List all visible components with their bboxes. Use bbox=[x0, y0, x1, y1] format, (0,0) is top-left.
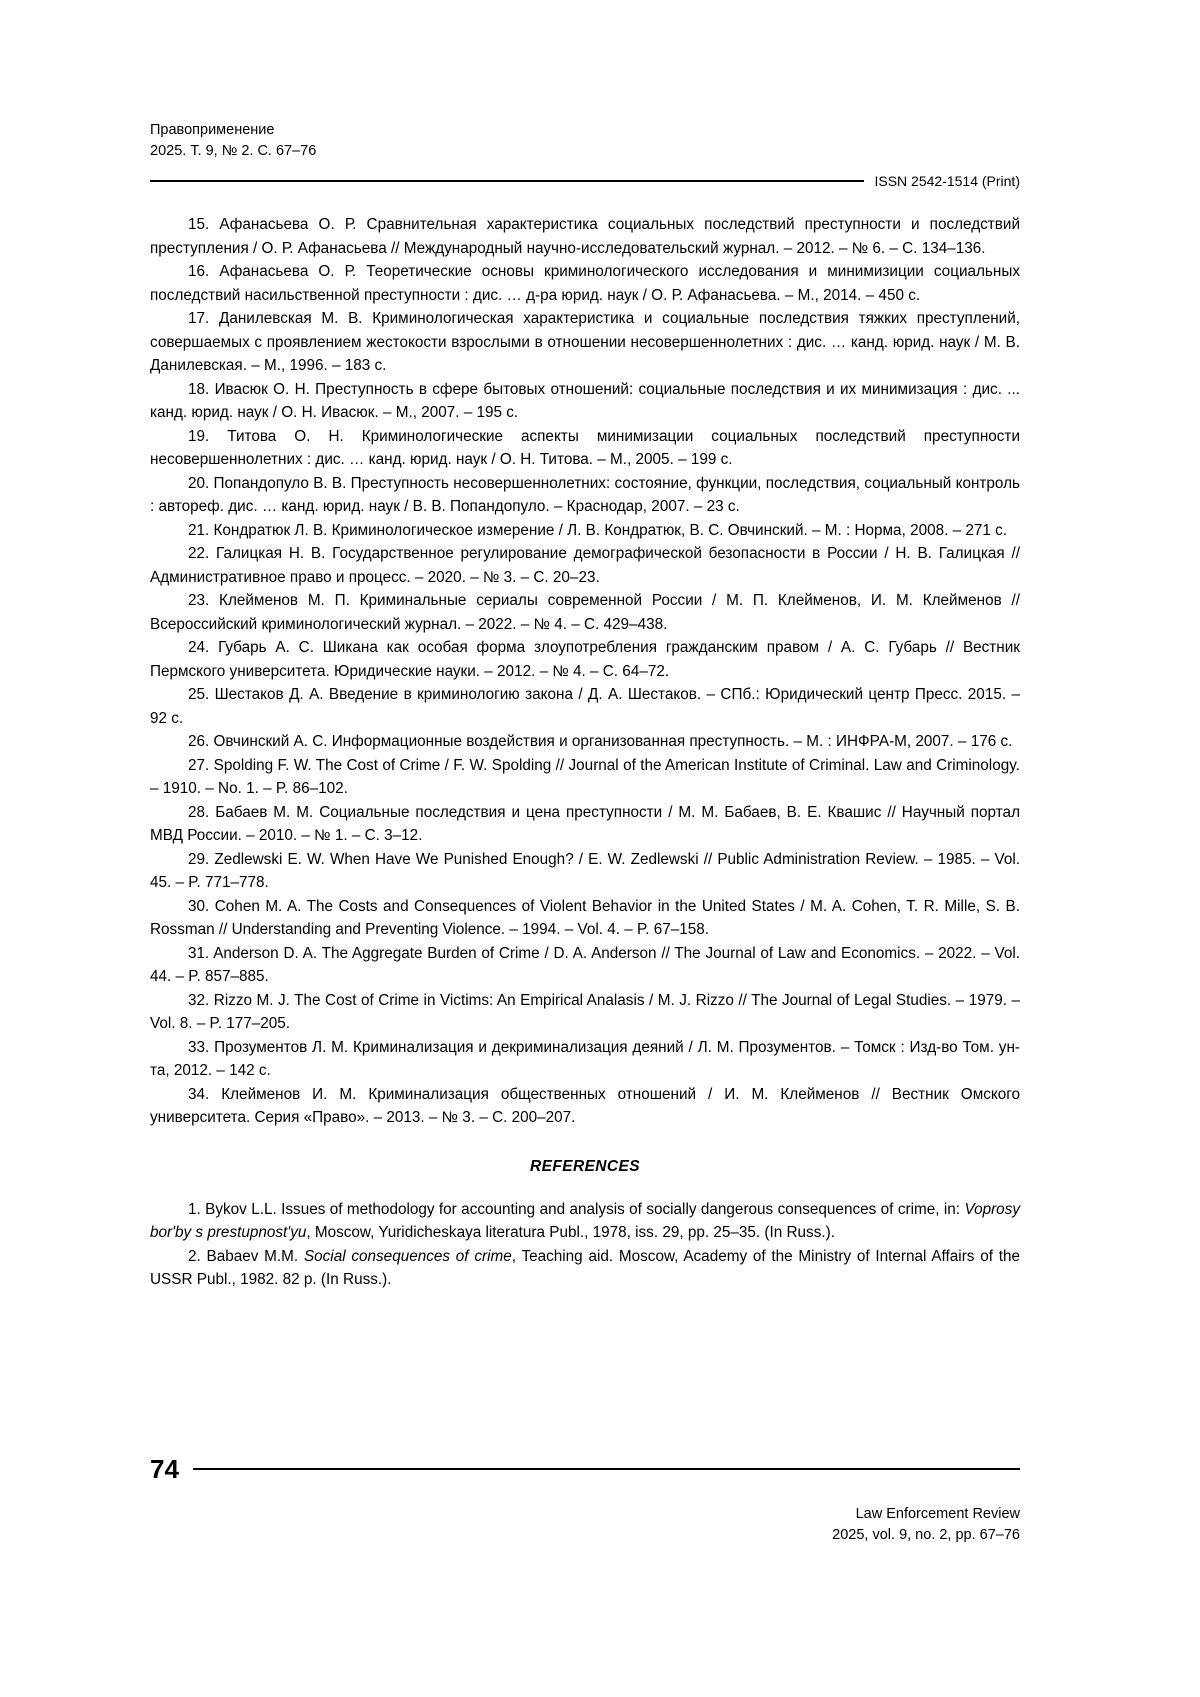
page-number: 74 bbox=[150, 1453, 179, 1484]
reference-item: 34. Клейменов И. М. Криминализация общественных отношений / И. М. Клейменов // Вестник Омского университета. Серия «Право». – 2013. – № 3. – С. 200–207. bbox=[150, 1086, 1020, 1127]
page-footer bbox=[150, 1453, 1020, 1548]
reference-item: 25. Шестаков Д. А. Введение в криминологию закона / Д. А. Шестаков. – СПб.: Юридический центр Пресс. 2015. – 92 с. bbox=[150, 686, 1020, 727]
header-rule-row bbox=[150, 171, 1020, 191]
russian-references-list bbox=[150, 213, 1020, 1129]
reference-item bbox=[150, 1198, 1020, 1245]
footer-divider bbox=[193, 1468, 1020, 1470]
references-heading: REFERENCES bbox=[530, 1157, 640, 1175]
reference-item: 18. Ивасюк О. Н. Преступность в сфере бытовых отношений: социальные последствия и их минимизация : дис. ... канд. юрид. наук / О. Н. Ивасюк. – М., 2007. – 195 с. bbox=[150, 380, 1020, 421]
reference-item: 16. Афанасьева О. Р. Теоретические основы криминологического исследования и минимизиции социальных последствий насильственной преступности : дис. … д-ра юрид. наук / О. Р. Афанасьева. – М., 2014. – 450 с. bbox=[150, 263, 1020, 304]
journal-name-ru: Правоприменение bbox=[150, 122, 275, 138]
issue-info-en: 2025, vol. 9, no. 2, pp. 67–76 bbox=[832, 1527, 1020, 1544]
reference-item: 20. Попандопуло В. В. Преступность несовершеннолетних: состояние, функции, последствия, социальный контроль : автореф. дис. … канд. юрид. наук / В. В. Попандопуло. – Краснодар, 2007. – 23 с. bbox=[150, 474, 1020, 515]
reference-item: 22. Галицкая Н. В. Государственное регулирование демографической безопасности в России / Н. В. Галицкая // Административное право и процесс. – 2020. – № 3. – С. 20–23. bbox=[150, 545, 1020, 586]
reference-item: 19. Титова О. Н. Криминологические аспекты минимизации социальных последствий преступности несовершеннолетних : дис. … канд. юрид. наук / О. Н. Титова. – М., 2005. – 199 с. bbox=[150, 427, 1020, 468]
header-divider bbox=[150, 180, 864, 182]
reference-item: 26. Овчинский А. С. Информационные воздействия и организованная преступность. – М. : ИНФРА-М, 2007. – 176 с. bbox=[188, 733, 1013, 751]
reference-item: 32. Rizzo M. J. The Cost of Crime in Victims: An Empirical Analasis / M. J. Rizzo // The Journal of Legal Studies. – 1979. – Vol. 8. – P. 177–205. bbox=[150, 992, 1020, 1033]
reference-item: 17. Данилевская М. В. Криминологическая характеристика и социальные последствия тяжких преступлений, совершаемых с проявлением жестокости взрослыми в отношении несовершеннолетних : дис. … канд. юрид. наук / М. В. Данилевская. – М., 1996. – 183 с. bbox=[150, 310, 1020, 374]
reference-item: 29. Zedlewski E. W. When Have We Punished Enough? / E. W. Zedlewski // Public Administration Review. – 1985. – Vol. 45. – P. 771–778. bbox=[150, 851, 1020, 892]
reference-prefix: 1. Bykov L.L. Issues of methodology for accounting and analysis of socially dangerous consequences of crime, in: bbox=[188, 1200, 965, 1218]
reference-item: 30. Cohen M. A. The Costs and Consequences of Violent Behavior in the United States / M. A. Cohen, T. R. Mille, S. B. Rossman // Understanding and Preventing Violence. – 1994. – Vol. 4. – P. 67–158. bbox=[150, 898, 1020, 939]
reference-item: 21. Кондратюк Л. В. Криминологическое измерение / Л. В. Кондратюк, В. С. Овчинский. – М. : Норма, 2008. – 271 с. bbox=[188, 521, 1008, 539]
issue-info-ru: 2025. Т. 9, № 2. С. 67–76 bbox=[150, 143, 317, 160]
reference-item: 15. Афанасьева О. Р. Сравнительная характеристика социальных последствий преступности и последствий преступления / О. Р. Афанасьева // Международный научно-исследовательский журнал. – 2012. – № 6. – С. 134–136. bbox=[150, 216, 1020, 257]
reference-suffix: , Teaching aid. Moscow, Academy of the Ministry of Internal Affairs of the USSR Publ., 1982. 82 p. (In Russ.). bbox=[150, 1247, 1020, 1288]
reference-suffix: , Moscow, Yuridicheskaya literatura Publ., 1978, iss. 29, pp. 25–35. (In Russ.). bbox=[306, 1223, 835, 1241]
issn-print: ISSN 2542-1514 (Print) bbox=[874, 173, 1020, 190]
reference-source-title: Voprosy bor'by s prestupnost'yu bbox=[150, 1200, 1020, 1241]
footer-meta bbox=[150, 1504, 1020, 1548]
reference-item bbox=[150, 1245, 1020, 1292]
reference-item: 33. Прозументов Л. М. Криминализация и декриминализация деяний / Л. М. Прозументов. – Томск : Изд-во Том. ун-та, 2012. – 142 с. bbox=[150, 1039, 1020, 1080]
page-content bbox=[150, 0, 1020, 1292]
reference-source-title: Social consequences of crime bbox=[303, 1247, 512, 1265]
reference-item: 31. Anderson D. A. The Aggregate Burden of Crime / D. A. Anderson // The Journal of Law and Economics. – 2022. – Vol. 44. – P. 857–885. bbox=[150, 945, 1020, 986]
reference-item: 27. Spolding F. W. The Cost of Crime / F. W. Spolding // Journal of the American Institute of Criminal. Law and Criminology. – 1910. – No. 1. – P. 86–102. bbox=[150, 757, 1020, 798]
reference-prefix: 2. Babaev M.M. bbox=[188, 1247, 304, 1265]
english-references-list bbox=[150, 1198, 1020, 1292]
footer-rule-row bbox=[150, 1453, 1020, 1484]
reference-item: 28. Бабаев М. М. Социальные последствия и цена преступности / М. М. Бабаев, В. Е. Квашис // Научный портал МВД России. – 2010. – № 1. – С. 3–12. bbox=[150, 804, 1020, 845]
reference-item: 23. Клейменов М. П. Криминальные сериалы современной России / М. П. Клейменов, И. М. Клейменов // Всероссийский криминологический журнал. – 2022. – № 4. – С. 429–438. bbox=[150, 592, 1020, 633]
journal-name-en: Law Enforcement Review bbox=[855, 1505, 1020, 1522]
reference-item: 24. Губарь А. С. Шикана как особая форма злоупотребления гражданским правом / А. С. Губарь // Вестник Пермского университета. Юридические науки. – 2012. – № 4. – С. 64–72. bbox=[150, 639, 1020, 680]
page-header bbox=[150, 0, 1020, 191]
